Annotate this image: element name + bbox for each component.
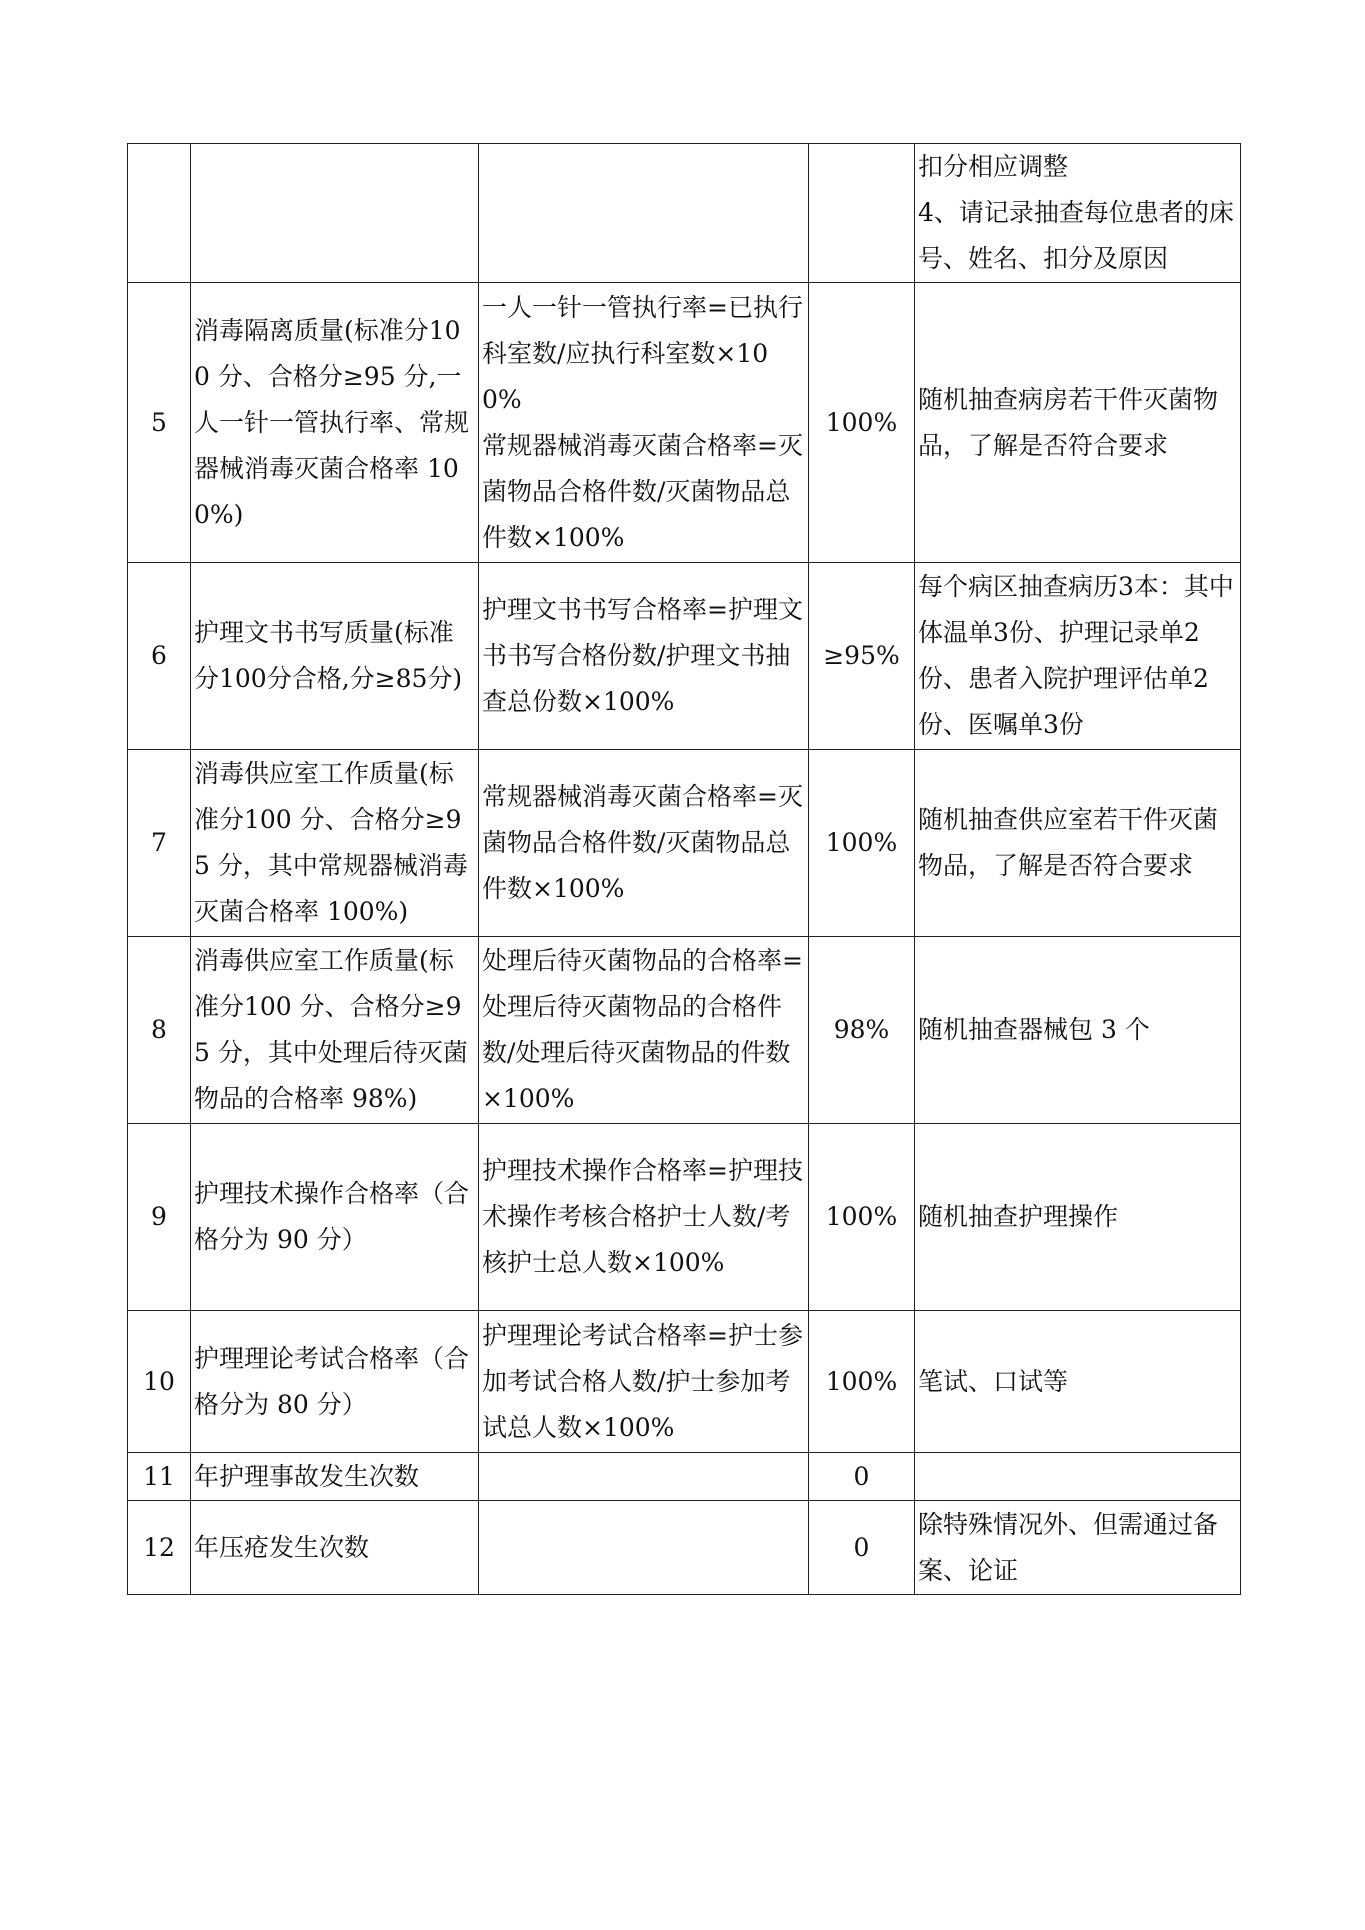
row-number: 6 bbox=[128, 563, 191, 750]
row-number: 11 bbox=[128, 1453, 191, 1501]
row-number: 5 bbox=[128, 283, 191, 563]
indicator-standard: 0 bbox=[809, 1501, 915, 1595]
row-number: 10 bbox=[128, 1311, 191, 1453]
indicator-formula: 护理理论考试合格率=护士参加考试合格人数/护士参加考试总人数×100% bbox=[479, 1311, 809, 1453]
indicator-item: 消毒隔离质量(标准分100 分、合格分≥95 分,一人一针一管执行率、常规器械消毒灭菌合格率 100%) bbox=[191, 283, 479, 563]
table-row bbox=[128, 563, 1241, 750]
check-method: 随机抽查病房若干件灭菌物品，了解是否符合要求 bbox=[915, 283, 1241, 563]
table-row bbox=[128, 750, 1241, 937]
check-method: 随机抽查护理操作 bbox=[915, 1124, 1241, 1311]
indicator-formula: 护理文书书写合格率=护理文书书写合格份数/护理文书抽查总份数×100% bbox=[479, 563, 809, 750]
row-number bbox=[128, 144, 191, 283]
check-method bbox=[915, 1453, 1241, 1501]
table-row bbox=[128, 283, 1241, 563]
table-row bbox=[128, 144, 1241, 283]
indicator-item: 护理理论考试合格率（合格分为 80 分） bbox=[191, 1311, 479, 1453]
indicator-formula bbox=[479, 144, 809, 283]
table-row bbox=[128, 1311, 1241, 1453]
indicator-item bbox=[191, 144, 479, 283]
indicator-formula: 一人一针一管执行率=已执行科室数/应执行科室数×100% 常规器械消毒灭菌合格率=灭菌物品合格件数/灭菌物品总件数×100% bbox=[479, 283, 809, 563]
indicator-standard: 100% bbox=[809, 750, 915, 937]
indicator-standard: 100% bbox=[809, 283, 915, 563]
indicator-item: 消毒供应室工作质量(标准分100 分、合格分≥95 分，其中处理后待灭菌物品的合格率 98%) bbox=[191, 937, 479, 1124]
indicator-formula: 护理技术操作合格率=护理技术操作考核合格护士人数/考核护士总人数×100% bbox=[479, 1124, 809, 1311]
indicator-formula bbox=[479, 1453, 809, 1501]
indicator-item: 消毒供应室工作质量(标准分100 分、合格分≥95 分，其中常规器械消毒灭菌合格率 100%) bbox=[191, 750, 479, 937]
indicator-standard bbox=[809, 144, 915, 283]
indicator-standard: 100% bbox=[809, 1124, 915, 1311]
indicator-item: 护理技术操作合格率（合格分为 90 分） bbox=[191, 1124, 479, 1311]
indicator-standard: 0 bbox=[809, 1453, 915, 1501]
indicator-formula bbox=[479, 1501, 809, 1595]
check-method: 每个病区抽查病历3本：其中体温单3份、护理记录单2份、患者入院护理评估单2份、医嘱单3份 bbox=[915, 563, 1241, 750]
indicator-item: 年护理事故发生次数 bbox=[191, 1453, 479, 1501]
indicator-formula: 常规器械消毒灭菌合格率=灭菌物品合格件数/灭菌物品总件数×100% bbox=[479, 750, 809, 937]
check-method: 除特殊情况外、但需通过备案、论证 bbox=[915, 1501, 1241, 1595]
table-row bbox=[128, 937, 1241, 1124]
indicator-standard: 98% bbox=[809, 937, 915, 1124]
check-method: 随机抽查供应室若干件灭菌物品，了解是否符合要求 bbox=[915, 750, 1241, 937]
check-method: 扣分相应调整 4、请记录抽查每位患者的床号、姓名、扣分及原因 bbox=[915, 144, 1241, 283]
check-method: 随机抽查器械包 3 个 bbox=[915, 937, 1241, 1124]
table-row bbox=[128, 1124, 1241, 1311]
table-row bbox=[128, 1501, 1241, 1595]
row-number: 12 bbox=[128, 1501, 191, 1595]
table-row bbox=[128, 1453, 1241, 1501]
row-number: 9 bbox=[128, 1124, 191, 1311]
indicator-standard: ≥95% bbox=[809, 563, 915, 750]
quality-indicator-table bbox=[127, 143, 1241, 1595]
row-number: 8 bbox=[128, 937, 191, 1124]
indicator-item: 护理文书书写质量(标准分100分合格,分≥85分) bbox=[191, 563, 479, 750]
check-method: 笔试、口试等 bbox=[915, 1311, 1241, 1453]
indicator-standard: 100% bbox=[809, 1311, 915, 1453]
indicator-item: 年压疮发生次数 bbox=[191, 1501, 479, 1595]
row-number: 7 bbox=[128, 750, 191, 937]
indicator-formula: 处理后待灭菌物品的合格率=处理后待灭菌物品的合格件数/处理后待灭菌物品的件数×100% bbox=[479, 937, 809, 1124]
